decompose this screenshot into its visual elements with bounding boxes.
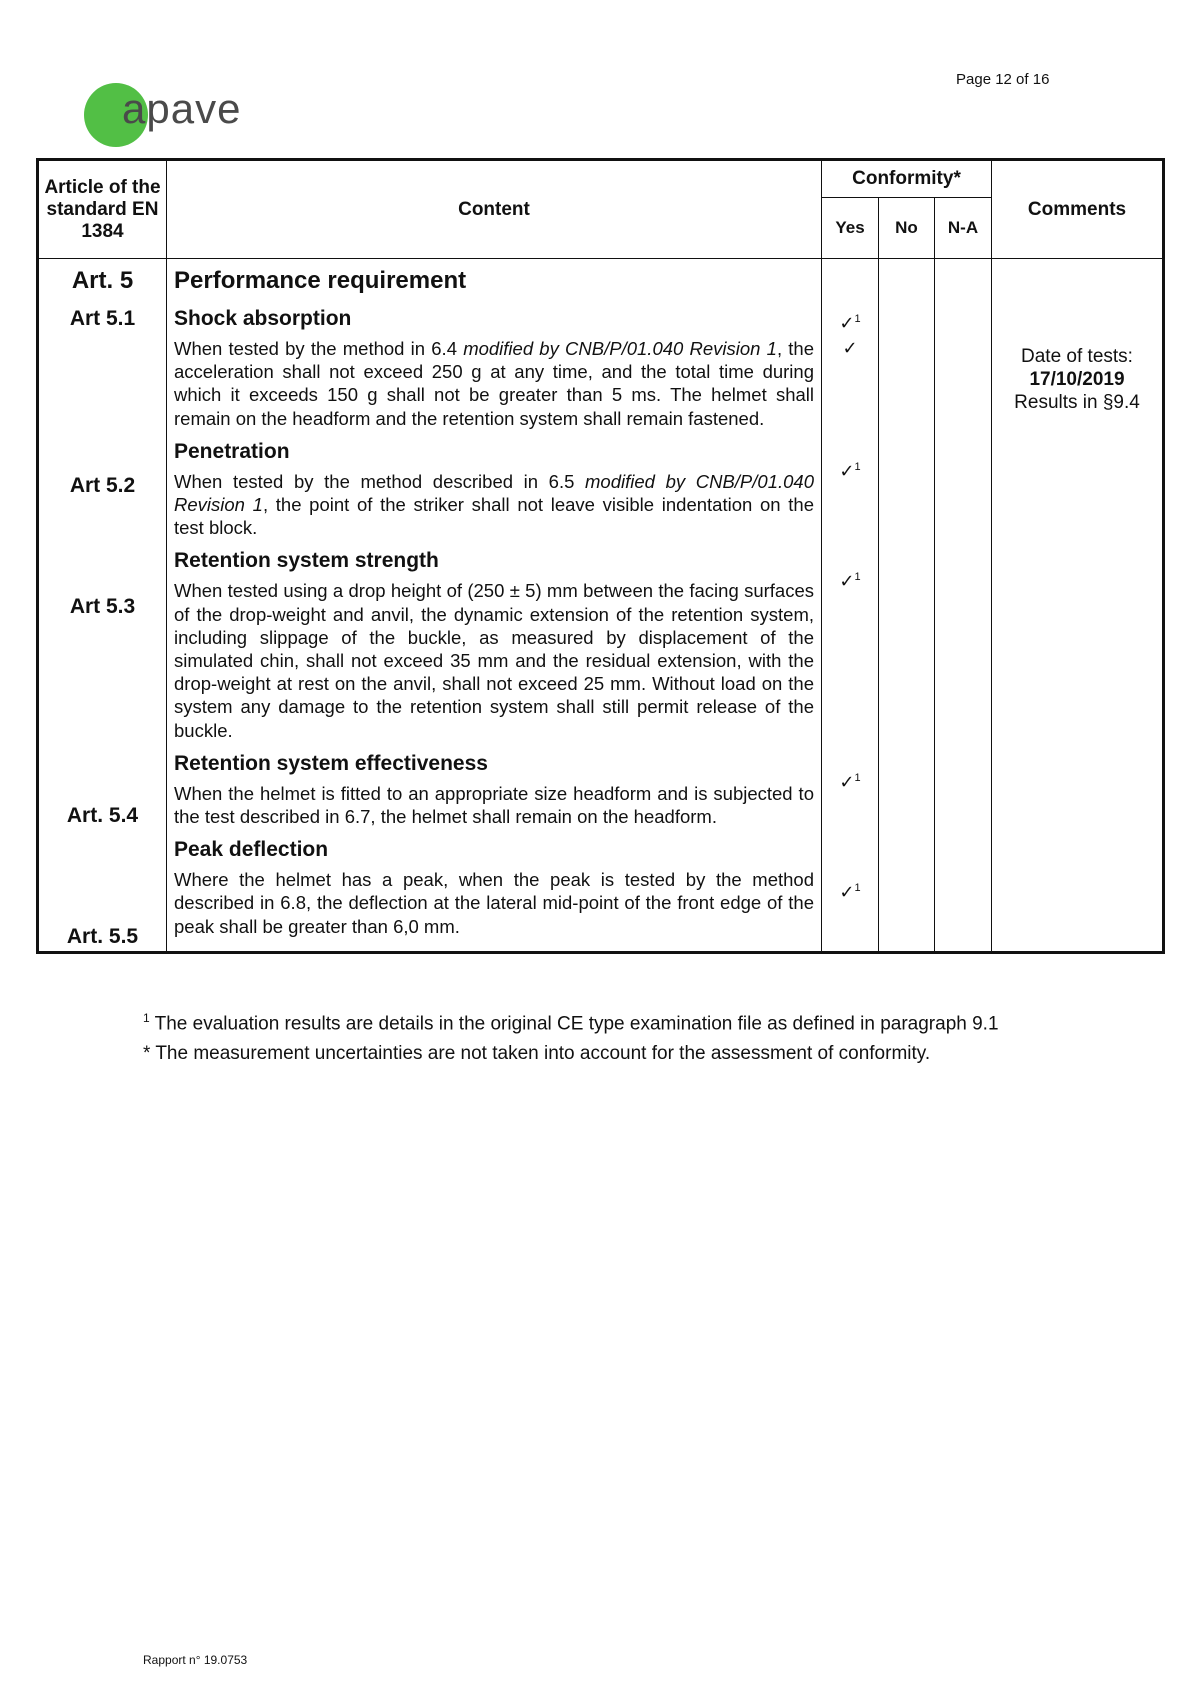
row-article: Art 5.3 <box>69 595 136 618</box>
footnote-1: $^1$ The evaluation results are details in the original CE type examination file as defined in paragraph 9.1 <box>143 1011 999 1035</box>
check-mark: ✓$^1$ <box>839 313 861 333</box>
check-mark: ✓$^1$ <box>839 772 861 792</box>
row-article: Art 5.1 <box>69 307 136 330</box>
row-title: Retention system effectiveness <box>174 751 488 775</box>
row-description: Where the helmet has a peak, when the peak is tested by the method described in 6.8, the deflection at the lateral mid-point of the front edge of the peak shall be greater than 6,0 mm. <box>174 869 814 937</box>
header-article: Article of the standard EN 1384 <box>38 160 167 259</box>
row-article: Art. 5.5 <box>66 925 139 948</box>
comment-results: Results in §9.4 <box>1014 392 1140 413</box>
row-description: When the helmet is fitted to an appropriate size headform and is subjected to the test described in 6.7, the helmet shall remain on the headform. <box>174 782 814 828</box>
header-na: N-A <box>935 198 992 259</box>
row-description: When tested using a drop height of (250 ± 5) mm between the facing surfaces of the drop-weight and anvil, the dynamic extension of the retention system, including slippage of the buckle, as measured by displacement of the simulated chin, shall not exceed 35 mm and the residual extension, with the drop-weight at rest on the anvil, shall not exceed 25 mm. Without load on the system any damage to the retention system shall still permit release of the buckle. <box>174 580 814 741</box>
conformity-table <box>36 158 1165 954</box>
row-article: Art 5.2 <box>69 474 136 497</box>
comments-cell <box>992 259 1164 953</box>
page-number: Page 12 of 16 <box>956 71 1050 88</box>
row-article: Art. 5.4 <box>66 804 139 827</box>
row-title: Retention system strength <box>174 549 439 573</box>
row-title: Penetration <box>174 439 290 463</box>
section-article: Art. 5 <box>71 267 134 294</box>
check-mark: ✓$^1$ <box>839 571 861 591</box>
check-mark: ✓ <box>842 338 858 358</box>
section-row <box>38 259 1164 953</box>
check-mark: ✓$^1$ <box>839 882 861 902</box>
na-column <box>935 259 992 953</box>
comment-date-label: Date of tests: <box>1021 346 1133 367</box>
header-no: No <box>879 198 935 259</box>
check-mark: ✓$^1$ <box>839 461 861 481</box>
footnotes <box>143 1003 999 1069</box>
comment-date: 17/10/2019 <box>1029 369 1125 390</box>
row-description: When tested by the method described in 6.5 modified by CNB/P/01.040 Revision 1, the point of the striker shall not leave visible indentation on the test block. <box>174 470 814 539</box>
no-column <box>879 259 935 953</box>
apave-logo <box>84 80 264 150</box>
section-title: Performance requirement <box>174 267 467 294</box>
header-conformity: Conformity* <box>822 160 992 198</box>
row-description: When tested by the method in 6.4 modified by CNB/P/01.040 Revision 1, the acceleration shall not exceed 250 g at any time, and the total time during which it exceeds 150 g shall not be greater than 5 ms. The helmet shall remain on the headform and the retention system shall remain fastened. <box>174 338 814 429</box>
row-title: Shock absorption <box>174 307 352 330</box>
row-title: Peak deflection <box>174 838 329 862</box>
header-comments: Comments <box>992 160 1164 259</box>
header-content: Content <box>167 160 822 259</box>
logo-wordmark: apave <box>122 85 242 132</box>
report-number: Rapport n° 19.0753 <box>143 1653 248 1667</box>
header-yes: Yes <box>822 198 879 259</box>
footnote-2: * The measurement uncertainties are not taken into account for the assessment of conformity. <box>143 1043 931 1065</box>
